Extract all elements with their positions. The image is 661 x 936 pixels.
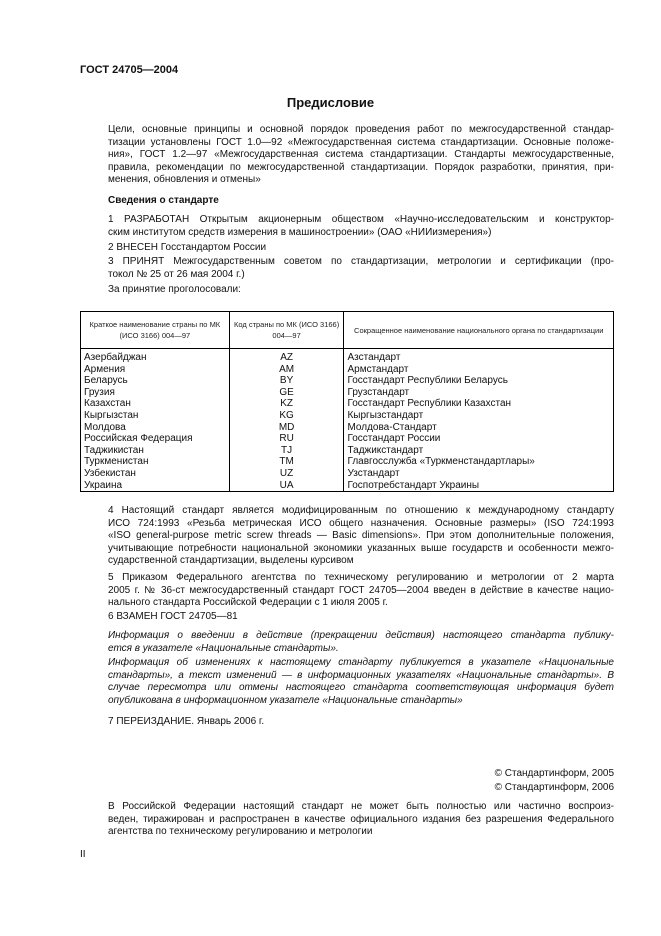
item-5-order: [80, 572, 614, 610]
text-line: правила, рекомендации по межгосударственной стандартизации. Порядок разработки, принятия, при-: [108, 161, 614, 173]
text-line: 1 РАЗРАБОТАН Открытым акционерным обществом «Научно-исследовательским и конструктор-: [108, 214, 614, 225]
country-code-cell: AZ: [229, 349, 344, 364]
country-code-cell: TJ: [229, 445, 344, 457]
table-row: [81, 480, 614, 492]
country-name-cell: Молдова: [81, 422, 230, 434]
country-name-cell: Армения: [81, 364, 230, 376]
text-line: «ISO general-purpose metric screw threads — Basic dimensions». При этом дополнительные положения,: [108, 530, 614, 542]
table-row: [81, 433, 614, 445]
country-name-cell: Российская Федерация: [81, 433, 230, 445]
table-row: [81, 445, 614, 457]
table-row: [81, 456, 614, 468]
country-code-cell: AM: [229, 364, 344, 376]
country-name-cell: Казахстан: [81, 398, 230, 410]
country-code-cell: KZ: [229, 398, 344, 410]
page-title: Предисловие: [286, 95, 375, 110]
item-2-introduced-by: 2 ВНЕСЕН Госстандартом России: [108, 242, 267, 253]
standards-body-cell: Госпотребстандарт Украины: [344, 480, 614, 492]
standards-body-cell: Госстандарт Республики Беларусь: [344, 375, 614, 387]
column-header-standards-body: Сокращенное наименование национального органа по стандартизации: [344, 312, 614, 349]
table-row: [81, 398, 614, 410]
text-line: ется в указателе «Национальные стандарты».: [108, 642, 339, 654]
text-line: 5 Приказом Федерального агентства по техническому регулированию и метрологии от 2 марта: [108, 572, 614, 583]
table-row: [81, 468, 614, 480]
page-number: II: [80, 849, 86, 860]
text-line: веден, тиражирован и распространен в качестве официального издания без разрешения Федерального: [108, 813, 614, 825]
country-name-cell: Туркменистан: [81, 456, 230, 468]
standards-body-cell: Кыргызстандарт: [344, 410, 614, 422]
text-line: Информация об изменениях к настоящему стандарту публикуется в указателе «Национальные: [108, 657, 614, 668]
country-code-cell: UZ: [229, 468, 344, 480]
text-line: токол № 25 от 26 мая 2004 г.): [108, 268, 245, 280]
text-line: 3 ПРИНЯТ Межгосударственным советом по стандартизации, метрологии и сертификации (про-: [108, 256, 614, 267]
country-code-cell: KG: [229, 410, 344, 422]
standards-body-cell: Узстандарт: [344, 468, 614, 480]
country-name-cell: Грузия: [81, 387, 230, 399]
info-introduction-paragraph: [80, 630, 614, 655]
standards-body-cell: Грузстандарт: [344, 387, 614, 399]
table-row: [81, 422, 614, 434]
text-line: ИСО 724:1993 «Резьба метрическая ИСО общего назначения. Основные размеры» (ISO 724:1993: [108, 517, 614, 529]
table-row: [81, 375, 614, 387]
item-1-developed-by: [80, 214, 614, 239]
text-line: Цели, основные принципы и основной порядок проведения работ по межгосударственной стандар-: [108, 124, 614, 135]
reproduction-notice: [80, 801, 614, 839]
table-row: [81, 387, 614, 399]
column-header-country-name: Краткое наименование страны по МК (ИСО 3166) 004—97: [81, 312, 230, 349]
item-7-reissue: 7 ПЕРЕИЗДАНИЕ. Январь 2006 г.: [108, 716, 265, 727]
text-line: В Российской Федерации настоящий стандарт не может быть полностью или частично воспроиз-: [108, 801, 614, 812]
country-code-cell: TM: [229, 456, 344, 468]
text-line: Информация о введении в действие (прекращении действия) настоящего стандарта публику-: [108, 630, 614, 641]
country-name-cell: Беларусь: [81, 375, 230, 387]
text-line: менения, обновления и отмены»: [108, 174, 261, 186]
section-heading: Сведения о стандарте: [108, 195, 219, 206]
item-6-replaces: 6 ВЗАМЕН ГОСТ 24705—81: [108, 611, 238, 622]
text-line: случае пересмотра или отмены настоящего стандарта соответствующая информация будет: [108, 682, 614, 694]
table-row: [81, 364, 614, 376]
country-code-cell: BY: [229, 375, 344, 387]
table-row: [81, 410, 614, 422]
country-code-cell: RU: [229, 433, 344, 445]
standards-body-cell: Госстандарт России: [344, 433, 614, 445]
item-4-modification: [80, 505, 614, 568]
standards-body-cell: Госстандарт Республики Казахстан: [344, 398, 614, 410]
text-line: стандарты», а текст изменений — в информационных указателях «Национальные стандарты». В: [108, 669, 614, 681]
standards-body-cell: Таджикстандарт: [344, 445, 614, 457]
country-code-cell: UA: [229, 480, 344, 492]
text-line: сударственной стандартизации, выделены курсивом: [108, 555, 354, 567]
copyright-2005: © Стандартинформ, 2005: [494, 768, 614, 779]
text-line: ским институтом средств измерения в машиностроении» (ОАО «НИИизмерения»): [108, 226, 492, 238]
text-line: 2005 г. № 36-ст межгосударственный стандарт ГОСТ 24705—2004 введен в действие в качестве нацио-: [108, 584, 614, 596]
standards-body-cell: Молдова-Стандарт: [344, 422, 614, 434]
document-code-header: ГОСТ 24705—2004: [80, 64, 179, 76]
text-line: нального стандарта Российской Федерации с 1 июля 2005 г.: [108, 597, 388, 609]
standards-body-cell: Армстандарт: [344, 364, 614, 376]
voting-states-table: [80, 311, 614, 492]
intro-paragraph: [80, 124, 614, 187]
table-header-row: [81, 312, 614, 349]
text-line: тизации установлены ГОСТ 1.0—92 «Межгосударственная система стандартизации. Основные положе-: [108, 136, 614, 148]
text-line: учитывающие потребности национальной экономики указанных выше государств и особенности межго-: [108, 542, 614, 554]
standards-body-cell: Азстандарт: [344, 349, 614, 364]
info-changes-paragraph: [80, 657, 614, 707]
country-name-cell: Узбекистан: [81, 468, 230, 480]
copyright-2006: © Стандартинформ, 2006: [494, 782, 614, 793]
text-line: ния», ГОСТ 1.2—97 «Межгосударственная система стандартизации. Стандарты межгосударственные,: [108, 149, 614, 161]
column-header-country-code: Код страны по МК (ИСО 3166) 004—97: [229, 312, 344, 349]
item-3-adopted-by: [80, 256, 614, 281]
standards-body-cell: Главгосслужба «Туркменстандартлары»: [344, 456, 614, 468]
text-line: агентства по техническому регулированию и метрологии: [108, 826, 373, 838]
country-name-cell: Азербайджан: [81, 349, 230, 364]
country-code-cell: MD: [229, 422, 344, 434]
country-name-cell: Украина: [81, 480, 230, 492]
table-row: [81, 349, 614, 364]
country-name-cell: Таджикистан: [81, 445, 230, 457]
country-code-cell: GE: [229, 387, 344, 399]
voted-label: За принятие проголосовали:: [108, 284, 241, 295]
text-line: 4 Настоящий стандарт является модифицированным по отношению к международному стандарту: [108, 505, 614, 516]
text-line: опубликована в информационном указателе «Национальные стандарты»: [108, 694, 463, 706]
country-name-cell: Кыргызстан: [81, 410, 230, 422]
